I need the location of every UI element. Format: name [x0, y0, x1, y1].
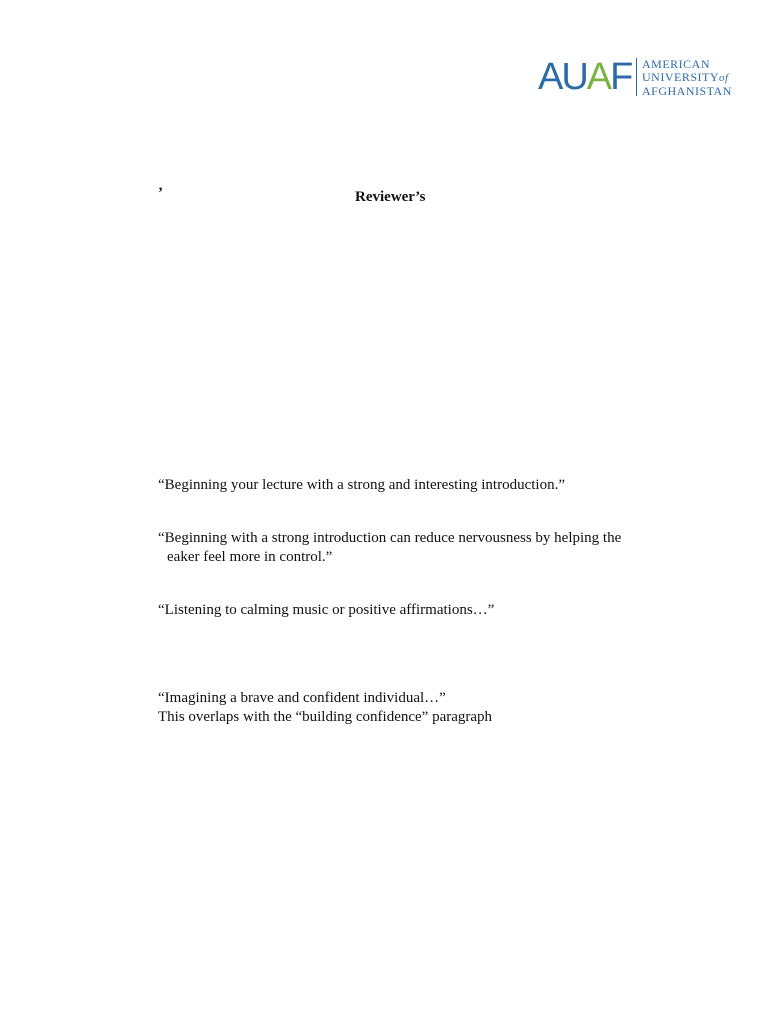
comment-line: “Beginning with a strong introduction can reduce nervousness by helping the — [158, 530, 622, 546]
reviewer-comment-2 — [158, 529, 621, 567]
logo-line-3: AFGHANISTAN — [642, 84, 732, 98]
comment-line-continued: eaker feel more in control.” — [167, 549, 333, 565]
logo-text — [642, 58, 732, 98]
comment-line: “Imagining a brave and confident individual…” — [158, 690, 446, 706]
logo-mark-right: F — [610, 56, 632, 98]
logo-mark-left: AU — [538, 56, 587, 98]
logo-line-1: AMERICAN — [642, 57, 711, 71]
logo-line-2-main: UNIVERSITY — [642, 70, 719, 84]
logo-line-2-of: of — [719, 72, 729, 84]
comment-note: This overlaps with the “building confidence” paragraph — [158, 709, 493, 725]
logo-line-2 — [642, 71, 732, 85]
comment-line: “Listening to calming music or positive affirmations…” — [158, 602, 495, 618]
reviewer-comment-4 — [158, 689, 492, 727]
reviewer-comment-3 — [158, 601, 494, 620]
logo-mark — [538, 56, 631, 98]
logo-divider — [636, 58, 637, 96]
comment-line: “Beginning your lecture with a strong and interesting introduction.” — [158, 477, 565, 493]
auaf-logo — [538, 54, 738, 102]
logo-mark-accent: A — [586, 56, 611, 98]
stray-mark: ’ — [158, 185, 163, 201]
document-title: Reviewer’s — [355, 189, 426, 205]
reviewer-comment-1 — [158, 476, 565, 495]
